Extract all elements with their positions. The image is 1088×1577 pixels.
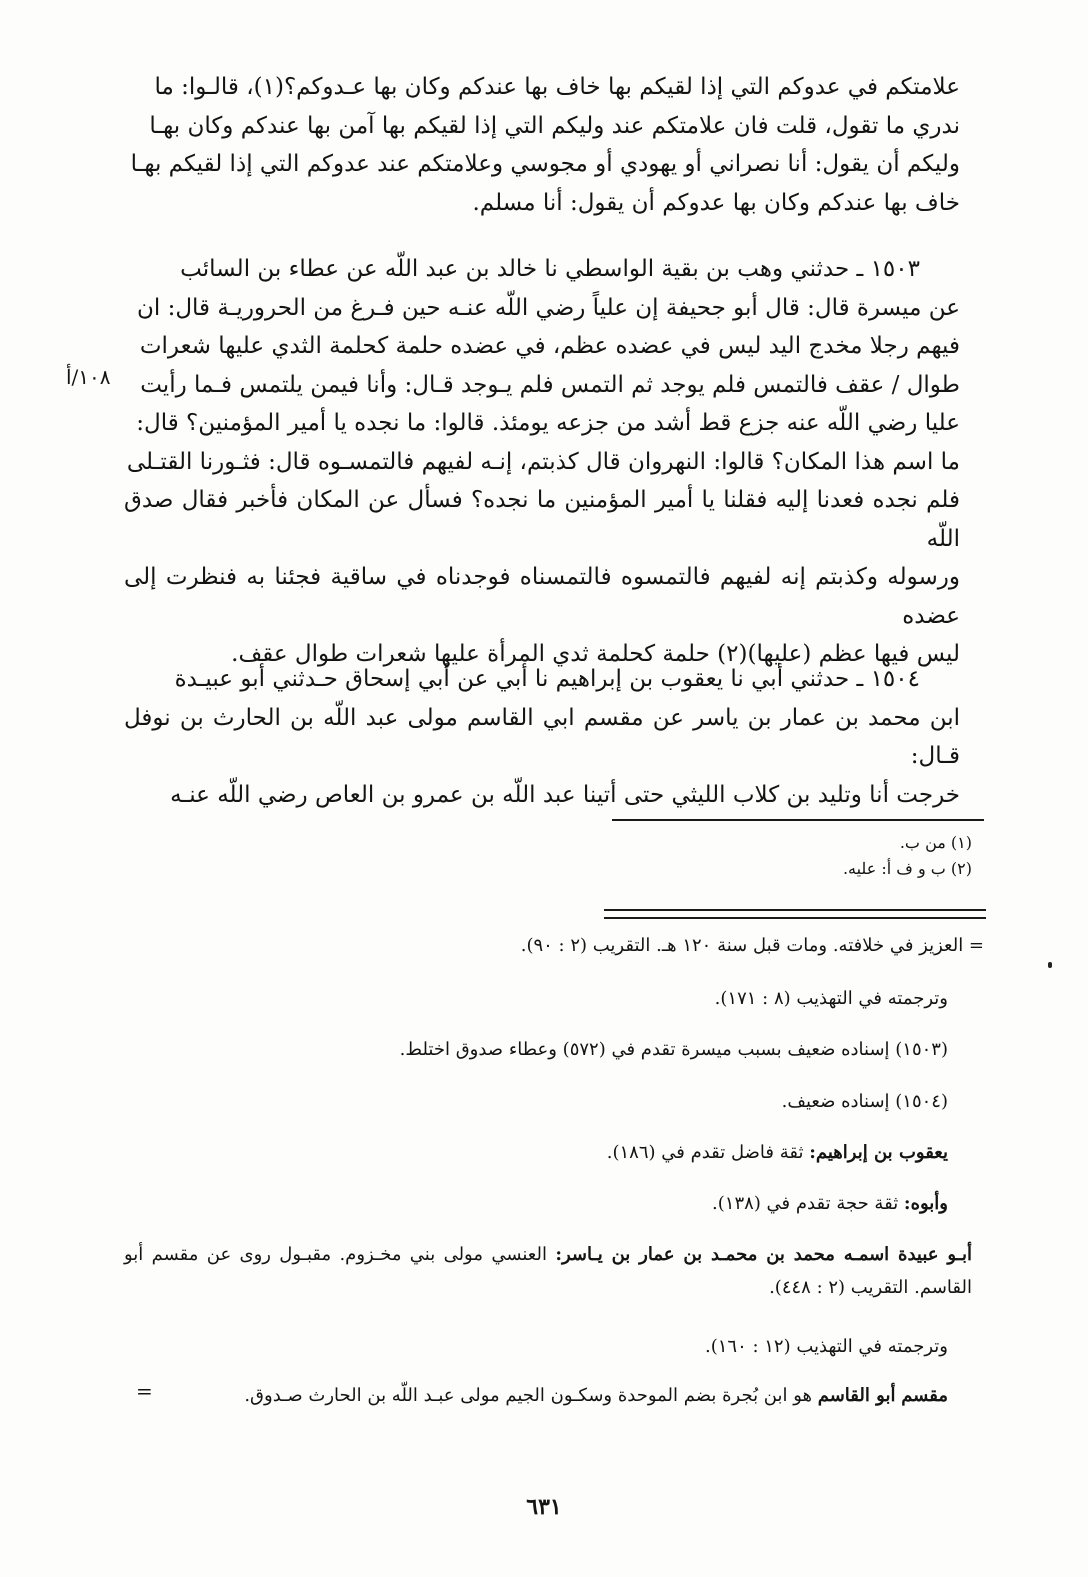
page-number: ٦٣١ [526,1494,562,1520]
commentary-line: (١٥٠٤) إسناده ضعيف. [781,1091,948,1112]
footnote: (١) من ب. [899,833,972,852]
narrator-name: أبو القاسم [817,1385,896,1406]
commentary-line: = العزيز في خلافته. ومات قبل سنة ١٢٠ هـ. التقريب (٢ : ٩٠). [520,935,984,956]
commentary-separator-top [604,909,986,911]
footnotes [843,830,972,882]
hadith-paragraph-1504 [124,660,960,814]
hadith-paragraph-1503 [124,250,960,674]
scan-speck [1048,962,1052,968]
continuation-mark: = [136,1379,153,1403]
commentary-line: وترجمته في التهذيب (١٢ : ١٦٠). [704,1336,948,1357]
text-line: عن ميسرة قال: قال أبو جحيفة إن علياً رضي اللّه عنـه حين فـرغ من الحروريـة قال: ان [136,294,960,321]
narrator-name: وأبوه: [903,1193,948,1214]
text-line: خرجت أنا وتليد بن كلاب الليثي حتى أتينا عبد اللّه بن عمرو بن العاص رضي اللّه عنـه [170,781,960,808]
main-text-paragraph-continuation [124,68,960,222]
text-line: فلم نجده فعدنا إليه فقلنا يا أمير المؤمنين ما نجده؟ فسأل عن المكان فأخبر فقال صدق اللّه [124,487,960,552]
narrator-name: يعقوب بن إبراهيم: [809,1142,948,1163]
text-line: وليكم أن يقول: أنا نصراني أو يهودي أو مجوسي وعلامتكم عند عدوكم التي إذا لقيكم بهـا [130,151,960,177]
text-line: فيهم رجلا مخدج اليد ليس في عضده عظم، في عضده حلمة كحلمة الثدي عليها شعرات [139,333,960,359]
footnote-separator [612,819,984,821]
commentary-line: وأبوه: ثقة حجة تقدم في (١٣٨). [712,1193,948,1214]
narrator-name: أبـو عبيدة اسمـه محمد بن محمـد بن عمار بن يـاسر: [555,1244,972,1265]
commentary-line: مقسم أبو القاسم هو ابن بُجرة بضم الموحدة وسكـون الجيم مولى عبـد اللّه بن الحارث صـدوق. [244,1385,948,1406]
narrator-name: مقسم [901,1385,948,1406]
text-line: علامتكم في عدوكم التي إذا لقيكم بها خاف بها عندكم وكان بها عـدوكم؟(١)، قالـوا: ما [154,74,960,100]
commentary-separator-bottom [604,917,986,919]
text-line: ما اسم هذا المكان؟ قالوا: النهروان قال كذبتم، إنـه لفيهم فالتمسـوه قال: فثـورنا القتـلى [126,448,960,475]
text-line: ١٥٠٤ ـ حدثني أبي نا يعقوب بن إبراهيم نا أبي عن أبي إسحاق حـدثني أبو عبيـدة [174,666,920,692]
commentary-line: وترجمته في التهذيب (٨ : ١٧١). [714,988,948,1009]
text-line: طوال / عقف فالتمس فلم يوجد ثم التمس فلم يـوجد قـال: وأنا فيمن يلتمس فـما رأيت [140,371,960,398]
text-line: ١٥٠٣ ـ حدثني وهب بن بقية الواسطي نا خالد بن عبد اللّه عن عطاء بن السائب [180,256,920,282]
footnote: (٢) ب و ف أ: عليه. [842,859,972,878]
text-line: ابن محمد بن عمار بن ياسر عن مقسم ابي القاسم مولى عبد اللّه بن الحارث بن نوفل قـال: [124,704,960,769]
commentary-paragraph: أبـو عبيدة اسمـه محمد بن محمـد بن عمار بن يـاسر: العنسي مولى بني مخـزوم. مقبـول روى عن مقسم أبو القاسم. التقريب (٢ : ٤٤٨). [124,1244,972,1298]
text-line: خاف بها عندكم وكان بها عدوكم أن يقول: أنا مسلم. [472,189,960,216]
text-line: ندري ما تقول، قلت فان علامتكم عند وليكم التي إذا لقيكم بها آمن بها عندكم وكان بهـا [149,112,960,139]
manuscript-folio-reference: ١٠٨/أ [66,365,111,389]
text-line: عليا رضي اللّه عنه جزع قط أشد من جزعه يومئذ. قالوا: ما نجده يا أمير المؤمنين؟ قال: [136,410,960,436]
commentary-line: يعقوب بن إبراهيم: ثقة فاضل تقدم في (١٨٦). [606,1142,948,1163]
commentary-line: (١٥٠٣) إسناده ضعيف بسبب ميسرة تقدم في (٥٧٢) وعطاء صدوق اختلط. [399,1039,948,1060]
text-line: ورسوله وكذبتم إنه لفيهم فالتمسوه فالتمسناه فوجدناه في ساقية فجئنا به فنظرت إلى عضده [124,564,960,629]
text-line: ليس فيها عظم (عليها)(٢) حلمة كحلمة ثدي المرأة عليها شعرات طوال عقف. [231,641,960,667]
